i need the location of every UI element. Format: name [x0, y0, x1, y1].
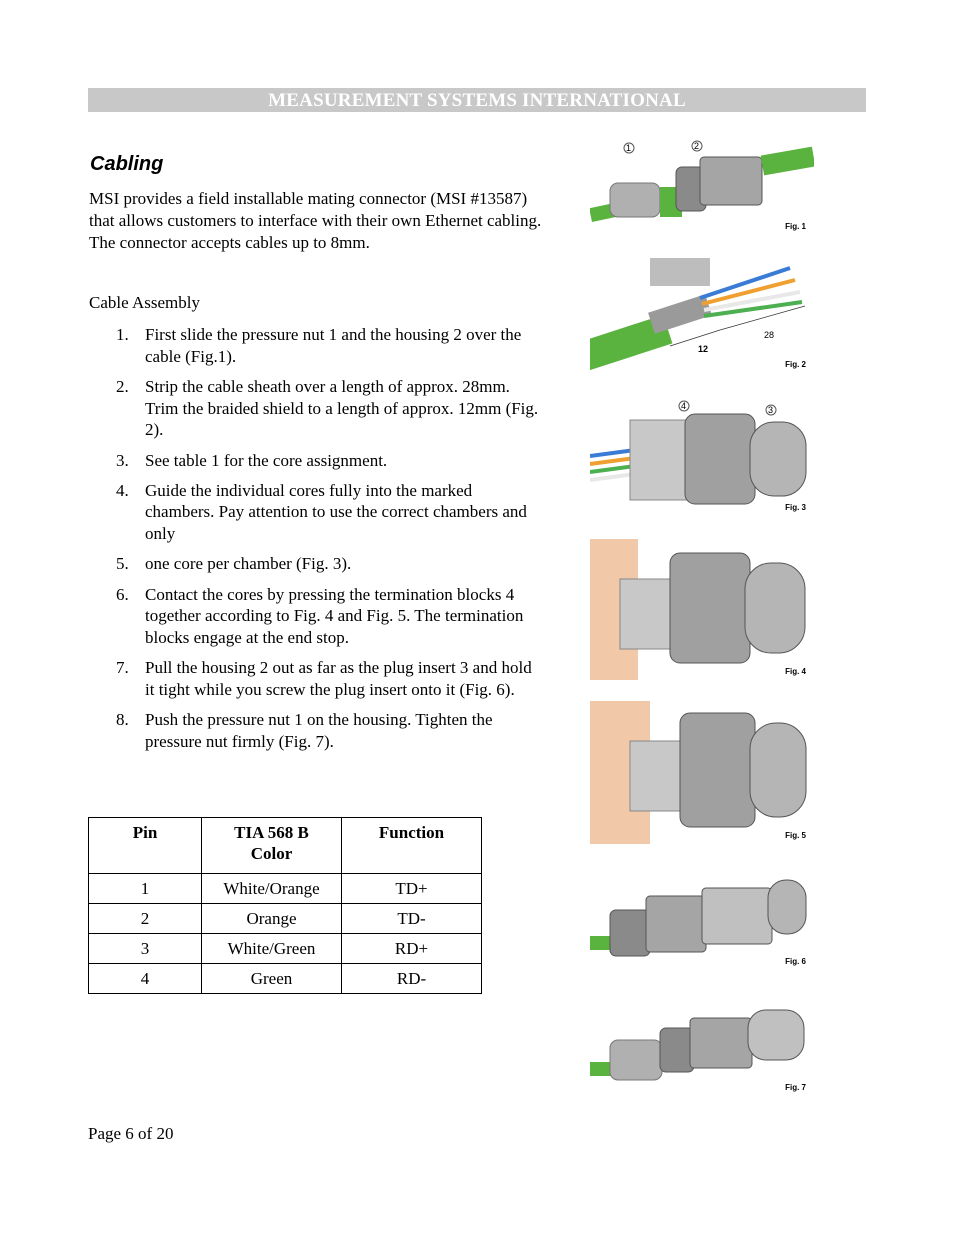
step-number: 5.	[116, 554, 129, 574]
list-item	[89, 480, 539, 545]
engaged-blocks-illustration	[590, 701, 814, 844]
fig-5-label: Fig. 5	[785, 831, 806, 840]
table-row	[89, 964, 482, 994]
step-number: 4.	[116, 480, 129, 500]
cell-color: White/Green	[202, 934, 342, 964]
col-header-pin: Pin	[89, 818, 202, 874]
fig-6-label: Fig. 6	[785, 957, 806, 966]
table-row	[89, 934, 482, 964]
figure-3	[590, 398, 814, 516]
figure-2	[590, 258, 814, 373]
step-text: Guide the individual cores fully into the marked chambers. Pay attention to use the correct chambers and only	[145, 480, 527, 544]
cell-pin: 2	[89, 904, 202, 934]
cell-color: White/Orange	[202, 874, 342, 904]
callout-3: 3	[768, 405, 774, 415]
list-item	[89, 709, 539, 752]
cable-assembly-subheading: Cable Assembly	[89, 293, 200, 312]
fig-7-label: Fig. 7	[785, 1083, 806, 1092]
cell-color: Orange	[202, 904, 342, 934]
figure-1	[590, 135, 814, 235]
intro-paragraph: MSI provides a field installable mating connector (MSI #13587) that allows customers to interface with their own Ethernet cabling. The connector accepts cables up to 8mm.	[89, 189, 542, 252]
cell-pin: 3	[89, 934, 202, 964]
dimension-12: 12	[698, 344, 709, 354]
plug-insert-screwed-illustration	[590, 866, 814, 970]
fig-4-label: Fig. 4	[785, 667, 806, 676]
step-number: 7.	[116, 658, 129, 678]
fig-2-label: Fig. 2	[785, 360, 806, 369]
cell-pin: 4	[89, 964, 202, 994]
col-header-function: Function	[342, 818, 482, 874]
assembly-steps-list	[89, 324, 539, 761]
step-text: one core per chamber (Fig. 3).	[145, 554, 352, 574]
step-text: Strip the cable sheath over a length of approx. 28mm. Trim the braided shield to a length of approx. 12mm (Fig. 2).	[145, 376, 539, 440]
connector-parts-illustration	[590, 135, 814, 235]
callout-4: 4	[681, 401, 687, 411]
step-number: 1.	[116, 325, 129, 344]
step-number: 3.	[116, 450, 129, 470]
list-item	[89, 584, 539, 649]
cores-in-chambers-illustration	[590, 398, 814, 516]
col-header-color: TIA 568 B Color	[202, 818, 342, 874]
cell-function: RD+	[342, 934, 482, 964]
cell-color: Green	[202, 964, 342, 994]
callout-1: 1	[626, 143, 632, 153]
dimension-28: 28	[764, 330, 775, 340]
stripped-cable-illustration	[590, 258, 814, 373]
assembled-connector-illustration	[590, 998, 814, 1096]
list-item	[89, 553, 539, 575]
cell-function: TD-	[342, 904, 482, 934]
page-header: MEASUREMENT SYSTEMS INTERNATIONAL	[88, 88, 866, 112]
table-row	[89, 874, 482, 904]
list-item	[89, 657, 539, 700]
table-row	[89, 904, 482, 934]
figure-6	[590, 866, 814, 970]
step-text: Contact the cores by pressing the termination blocks 4 together according to Fig. 4 and Fig. 5. The termination blocks engage at the end stop.	[145, 584, 524, 647]
cell-pin: 1	[89, 874, 202, 904]
callout-2: 2	[694, 141, 700, 151]
list-item	[89, 324, 539, 367]
figure-5	[590, 701, 814, 844]
step-number: 6.	[116, 584, 129, 604]
step-text: Push the pressure nut 1 on the housing. Tighten the pressure nut firmly (Fig. 7).	[145, 710, 493, 751]
list-item	[89, 376, 539, 441]
section-title: Cabling	[90, 153, 164, 175]
page-number: Page 6 of 20	[88, 1124, 174, 1143]
figure-4	[590, 539, 814, 680]
fig-1-label: Fig. 1	[785, 222, 806, 231]
fig-3-label: Fig. 3	[785, 503, 806, 512]
step-number: 8.	[116, 710, 129, 730]
pressing-blocks-illustration	[590, 539, 814, 680]
figure-7	[590, 998, 814, 1096]
step-text: Pull the housing 2 out as far as the plug insert 3 and hold it tight while you screw the plug insert onto it (Fig. 6).	[145, 658, 532, 699]
core-assignment-table	[88, 817, 482, 994]
step-text: See table 1 for the core assignment.	[145, 450, 388, 470]
table-header-row	[89, 818, 482, 874]
cell-function: RD-	[342, 964, 482, 994]
list-item	[89, 450, 539, 472]
step-text: First slide the pressure nut 1 and the housing 2 over the cable (Fig.1).	[145, 325, 522, 366]
step-number: 2.	[116, 376, 129, 396]
cell-function: TD+	[342, 874, 482, 904]
